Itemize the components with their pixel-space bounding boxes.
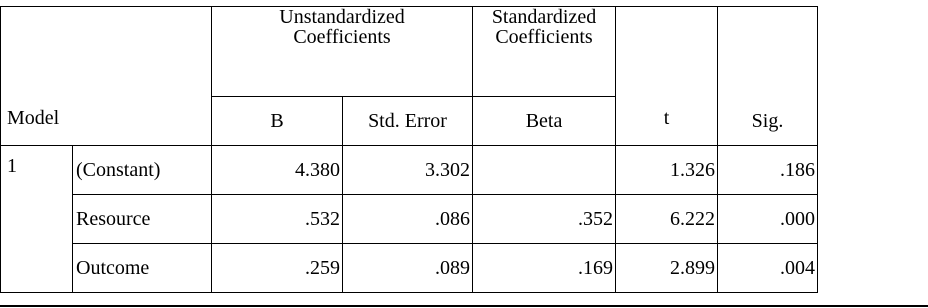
cell-sig: .186: [718, 146, 818, 195]
cell-std-error: .086: [343, 195, 473, 244]
unstandardized-coefficients-header: [212, 7, 473, 97]
cell-b: 4.380: [212, 146, 343, 195]
beta-header: Beta: [473, 97, 616, 146]
sig-header: Sig.: [718, 7, 818, 146]
table-row: [1, 146, 818, 195]
coefficients-table: [0, 6, 818, 293]
unstandardized-label: Unstandardized: [279, 6, 405, 28]
cell-beta: [473, 146, 616, 195]
bottom-rule: [0, 305, 928, 307]
cell-b: .259: [212, 244, 343, 293]
cell-std-error: .089: [343, 244, 473, 293]
row-label: (Constant): [73, 146, 212, 195]
cell-sig: .000: [718, 195, 818, 244]
cell-t: 2.899: [616, 244, 718, 293]
t-header: t: [616, 7, 718, 146]
standardized-coefficients-header: [473, 7, 616, 97]
model-number: 1: [1, 146, 73, 293]
standardized-coefficients-label: Coefficients: [495, 26, 593, 48]
cell-t: 1.326: [616, 146, 718, 195]
row-label: Resource: [73, 195, 212, 244]
table-row: [1, 244, 818, 293]
cell-beta: .169: [473, 244, 616, 293]
cell-t: 6.222: [616, 195, 718, 244]
model-header: Model: [1, 7, 212, 146]
cell-beta: .352: [473, 195, 616, 244]
b-header: B: [212, 97, 343, 146]
cell-std-error: 3.302: [343, 146, 473, 195]
header-row-top: [1, 7, 818, 97]
cell-b: .532: [212, 195, 343, 244]
unstandardized-coefficients-label: Coefficients: [293, 26, 391, 48]
cell-sig: .004: [718, 244, 818, 293]
standardized-label: Standardized: [491, 6, 597, 28]
row-label: Outcome: [73, 244, 212, 293]
std-error-header: Std. Error: [343, 97, 473, 146]
table-row: [1, 195, 818, 244]
